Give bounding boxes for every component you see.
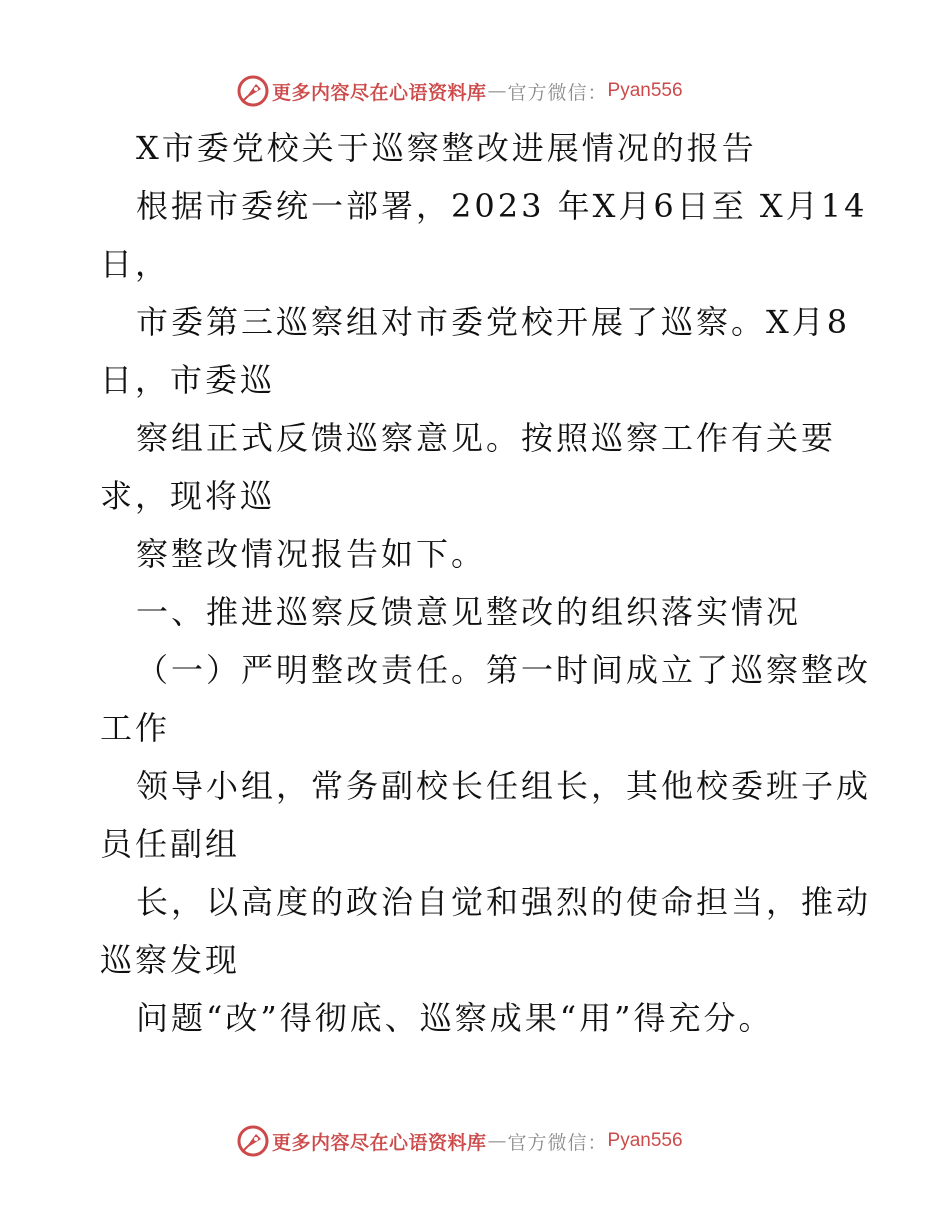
- paragraph-line: 领导小组，常务副校长任组长，其他校委班子成: [136, 767, 872, 805]
- section-heading: 一、推进巡察反馈意见整改的组织落实情况: [136, 593, 802, 631]
- watermark-wechat-label: 官方微信：: [507, 81, 608, 104]
- watermark-text: 更多内容尽在心语资料库: [272, 81, 487, 104]
- paragraph-line: 工作: [100, 709, 171, 747]
- paragraph-line: 日，: [100, 245, 171, 283]
- paragraph-line: 长，以高度的政治自觉和强烈的使命担当，推动: [136, 883, 872, 921]
- paragraph-line: 根据市委统一部署，2023 年X月6日至 X月14: [136, 187, 868, 225]
- watermark-header: [236, 74, 683, 108]
- paragraph-line: 市委第三巡察组对市委党校开展了巡察。X月8: [136, 303, 851, 341]
- document-title: X市委党校关于巡察整改进展情况的报告: [136, 129, 757, 167]
- watermark-wechat-id: Pyan556: [607, 80, 683, 101]
- paragraph-line: 巡察发现: [100, 941, 241, 979]
- watermark-wechat-id: Pyan556: [607, 1130, 683, 1151]
- watermark-dash: —: [487, 1130, 507, 1152]
- pen-nib-circle-icon: [236, 74, 270, 108]
- subsection-heading-line: （一）严明整改责任。第一时间成立了巡察整改: [136, 651, 872, 689]
- watermark-footer: [236, 1124, 683, 1158]
- watermark-text: 更多内容尽在心语资料库: [272, 1131, 487, 1154]
- pen-nib-circle-icon: [236, 1124, 270, 1158]
- watermark-dash: —: [487, 80, 507, 102]
- paragraph-line: 员任副组: [100, 825, 241, 863]
- paragraph-line: 求，现将巡: [100, 477, 276, 515]
- paragraph-line: 日，市委巡: [100, 361, 276, 399]
- watermark-wechat-label: 官方微信：: [507, 1131, 608, 1154]
- paragraph-line: 察组正式反馈巡察意见。按照巡察工作有关要: [136, 419, 837, 457]
- paragraph-line: 问题“改”得彻底、巡察成果“用”得充分。: [136, 999, 774, 1037]
- paragraph-line: 察整改情况报告如下。: [136, 535, 487, 573]
